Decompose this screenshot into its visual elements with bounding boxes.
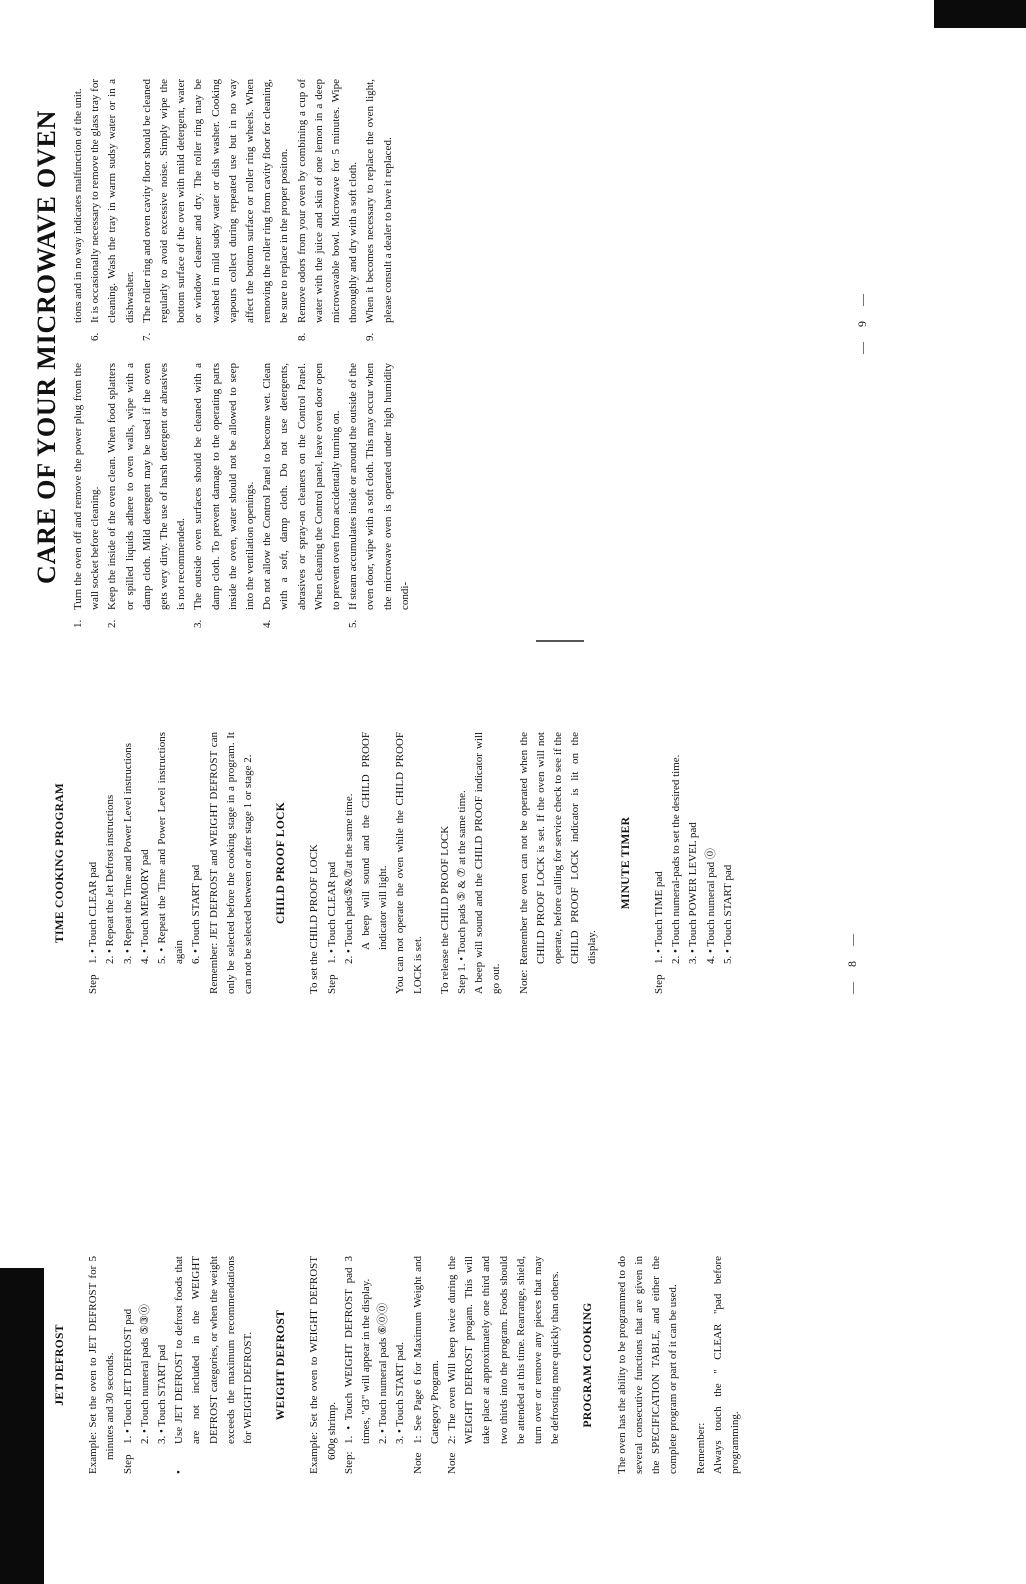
- time-step-5: 5. • Repeat the Time and Power Level instructions again: [156, 732, 186, 964]
- program-remember-text: Always touch the " CLEAR "pad before programming.: [711, 1256, 741, 1474]
- time-cooking-remember: Remember: JET DEFROST and WEIGHT DEFROST can only be selected before the cooking stage in a program. It can not be selected between or after stage 1 or stage 2.: [207, 732, 255, 994]
- item-text: The outside oven surfaces should be cleaned with a damp cloth. To prevent damage to the operating parts inside the oven, water should not be allowed to seep into the ventilation openings.: [192, 363, 257, 610]
- item-text: Do not allow the Control Panel to become wet. Clean with a soft, damp cloth. Do not use detergents, abrasives or spray-on cleaners on the Control Panel. When cleaning the Control panel, leave oven door open to prevent oven from accidentally turning on.: [261, 363, 343, 610]
- column-care-left: [70, 363, 414, 628]
- jet-step-2: 2. • Touch numeral pads ⑤③⓪: [138, 1304, 151, 1444]
- step-label: Step: [87, 974, 100, 994]
- timer-step-2: 2. • Touch numeral-pads to set the desired time.: [670, 754, 683, 964]
- bullet: •: [173, 1470, 186, 1474]
- column-care-right: [70, 79, 397, 341]
- time-step-6: 6. • Touch START pad: [190, 864, 203, 964]
- weight-note-2: [444, 1256, 564, 1474]
- care-item-7: [139, 79, 294, 341]
- weight-defrost-example: Example: Set the oven to WEIGHT DEFROST 600g shrimp.: [308, 1256, 338, 1474]
- time-cooking-title: TIME COOKING PROGRAM: [54, 783, 66, 943]
- program-cooking-body: The oven has the ability to be programmed to do several consecutive functions that are given in the SPECIFICATION TABLE, and either the complete program or part of it can be used.: [615, 1256, 680, 1474]
- step-text: 1. • Touch JET DEFROST pad: [121, 1308, 134, 1444]
- care-item-1: [70, 363, 104, 628]
- jet-step-1: [120, 1256, 137, 1474]
- step-label: Step: [325, 974, 338, 994]
- column-left: [52, 1256, 744, 1474]
- child-lock-release-step: Step 1. • Touch pads ⑤ & ⑦ at the same time.: [456, 790, 469, 994]
- item-text: If steam accumulates inside or around the outside of the oven door, wipe with a soft cloth. This may occur when the microwave oven is operated under high humidity condi-: [347, 363, 411, 610]
- jet-defrost-example: Example: Set the oven to JET DEFROST for 5 minutes and 30 seconds.: [87, 1256, 117, 1474]
- item-text: Remove odors from your oven by combining a cup of water with the juice and skin of one lemon in a deep microwavable bowl. Microwave for 5 minutes. Wipe thoroughly and dry with a soft cloth.: [295, 79, 360, 323]
- care-item-5: [345, 363, 414, 628]
- item-text: The roller ring and oven cavity floor should be cleaned regularly to avoid excessive noise. Simply wipe the bottom surface of the oven with mild detergent, water or window cleaner and dry. The roller ring may be washed in mild sudsy water or dish washer. Cooking vapours collect during repeated use but in no way affect the bottom surface or roller ring wheels. When removing the roller ring from cavity floor for cleaning, be sure to replace in the proper positon.: [140, 79, 291, 323]
- item-number: 9.: [364, 332, 377, 341]
- jet-step-3: 3. • Touch START pad: [156, 1344, 169, 1444]
- step-label: Step:: [342, 1451, 355, 1474]
- page-number-left: — 8 —: [845, 928, 859, 994]
- child-lock-release-intro: To release the CHILD PROOF LOCK: [438, 825, 451, 994]
- care-title: CARE OF YOUR MICROWAVE OVEN: [32, 109, 61, 584]
- weight-step-1: [341, 1256, 375, 1474]
- child-step-2: 2. • Touch pads⑤&⑦at the same time.: [342, 793, 355, 964]
- item-number: 3.: [192, 619, 205, 628]
- child-step-1: [324, 732, 341, 994]
- program-cooking-title: PROGRAM COOKING: [582, 1302, 595, 1428]
- item-number: 8.: [295, 332, 308, 341]
- step-label: Step: [121, 1454, 134, 1474]
- care-item-4: [259, 363, 345, 628]
- timer-step-1: [651, 732, 668, 994]
- note-text: 1: See Page 6 for Maximum Weight and Category Program.: [411, 1256, 441, 1444]
- child-lock-beep: A beep will sound and the CHILD PROOF indicator will light.: [360, 732, 390, 950]
- timer-step-3: 3. • Touch POWER LEVEL pad: [687, 822, 700, 964]
- child-lock-release-beep: A beep will sound and the CHILD PROOF indicator will go out.: [473, 732, 503, 994]
- program-remember-label: Remember:: [694, 1422, 707, 1474]
- time-step-4: 4. • Touch MEMORY pad: [138, 849, 151, 964]
- child-lock-set-intro: To set the CHILD PROOF LOCK: [308, 844, 321, 994]
- note-text: 2: The oven Will beep twice during the WEIGHT DEFROST progam. This will take place at approximately one third and two thirds into the program. Foods should be attended at this time. Rearrange, shield, turn over or remove any pieces that may be defrosting more quickly than others.: [446, 1256, 562, 1444]
- step-text: 1. • Touch CLEAR pad: [325, 861, 338, 964]
- note-label: Note: [446, 1452, 459, 1474]
- item-number: 2.: [106, 619, 119, 628]
- jet-defrost-note: [171, 1256, 257, 1474]
- weight-step-2: 2. • Touch numeral pads ⑥⓪⓪: [377, 1302, 390, 1444]
- time-step-3: 3. • Repeat the Time and Power Level instructions: [121, 742, 134, 964]
- item-text: When it becomes necessary to replace the oven light, please consult a dealer to have it replaced.: [364, 79, 394, 323]
- time-step-2: 2. • Repeat the Jet Defrost instructions: [104, 794, 117, 964]
- timer-step-4: 4. • Touch numeral pad ⓪: [704, 848, 717, 964]
- item-text: It is occasionally necessary to remove the glass tray for cleaning. Wash the tray in warm sudsy water or in a dishwasher.: [89, 79, 136, 323]
- child-lock-note: Note: Remember the oven can not be operated when the CHILD PROOF LOCK is set. If the oven will not operate, before calling for service check to see if the CHILD PROOF LOCK indicator is lit on the display.: [517, 732, 599, 994]
- weight-step-3: 3. • Touch START pad.: [394, 1342, 407, 1444]
- item-number: 4.: [261, 619, 274, 628]
- step-label: Step: [652, 974, 665, 994]
- step-text: 1. • Touch WEIGHT DEFROST pad 3 times, "d3" will appear in the display.: [342, 1256, 373, 1444]
- item-text: Turn the oven off and remove the power plug from the wall socket before cleaning.: [72, 363, 102, 610]
- care-item-6: [87, 79, 139, 341]
- page-number-right: — 9 —: [855, 288, 869, 354]
- step-text: 1. • Touch CLEAR pad: [87, 861, 100, 964]
- care-item-9: [362, 79, 396, 341]
- care-item-8: [294, 79, 363, 341]
- note-text: Use JET DEFROST to defrost foods that are not included in the WEIGHT DEFROST categories, or when the weight exceeds the maximum recommendations for WEIGHT DEFROST.: [173, 1256, 255, 1444]
- jet-defrost-title: JET DEFROST: [54, 1324, 66, 1406]
- item-number: 6.: [89, 332, 102, 341]
- care-item-2: [104, 363, 190, 628]
- weight-note-1: [410, 1256, 444, 1474]
- timer-step-5: 5. • Touch START pad: [721, 864, 734, 964]
- column-middle: [52, 732, 737, 994]
- time-step-1: [85, 732, 102, 994]
- minute-timer-title: MINUTE TIMER: [619, 816, 632, 910]
- note-label: Note: [411, 1452, 424, 1474]
- care-continuation: tions and in no way indicates malfunction of the unit.: [72, 88, 84, 323]
- child-lock-cannot: You can not operate the oven while the CHILD PROOF LOCK is set.: [394, 732, 424, 994]
- item-number: 7.: [140, 332, 153, 341]
- step-text: 1. • Touch TIME pad: [652, 871, 665, 964]
- item-text: Keep the inside of the oven clean. When food splatters or spilled liquids adhere to oven walls, wipe with a damp cloth. Mild detergent may be used if the oven gets very dirty. The use of harsh detergent or abrasives is not recommended.: [106, 363, 188, 610]
- weight-defrost-title: WEIGHT DEFROST: [275, 1309, 288, 1421]
- item-number: 1.: [72, 619, 84, 628]
- child-lock-title: CHILD PROOF LOCK: [275, 802, 288, 924]
- item-number: 5.: [347, 619, 360, 628]
- care-item-3: [190, 363, 259, 628]
